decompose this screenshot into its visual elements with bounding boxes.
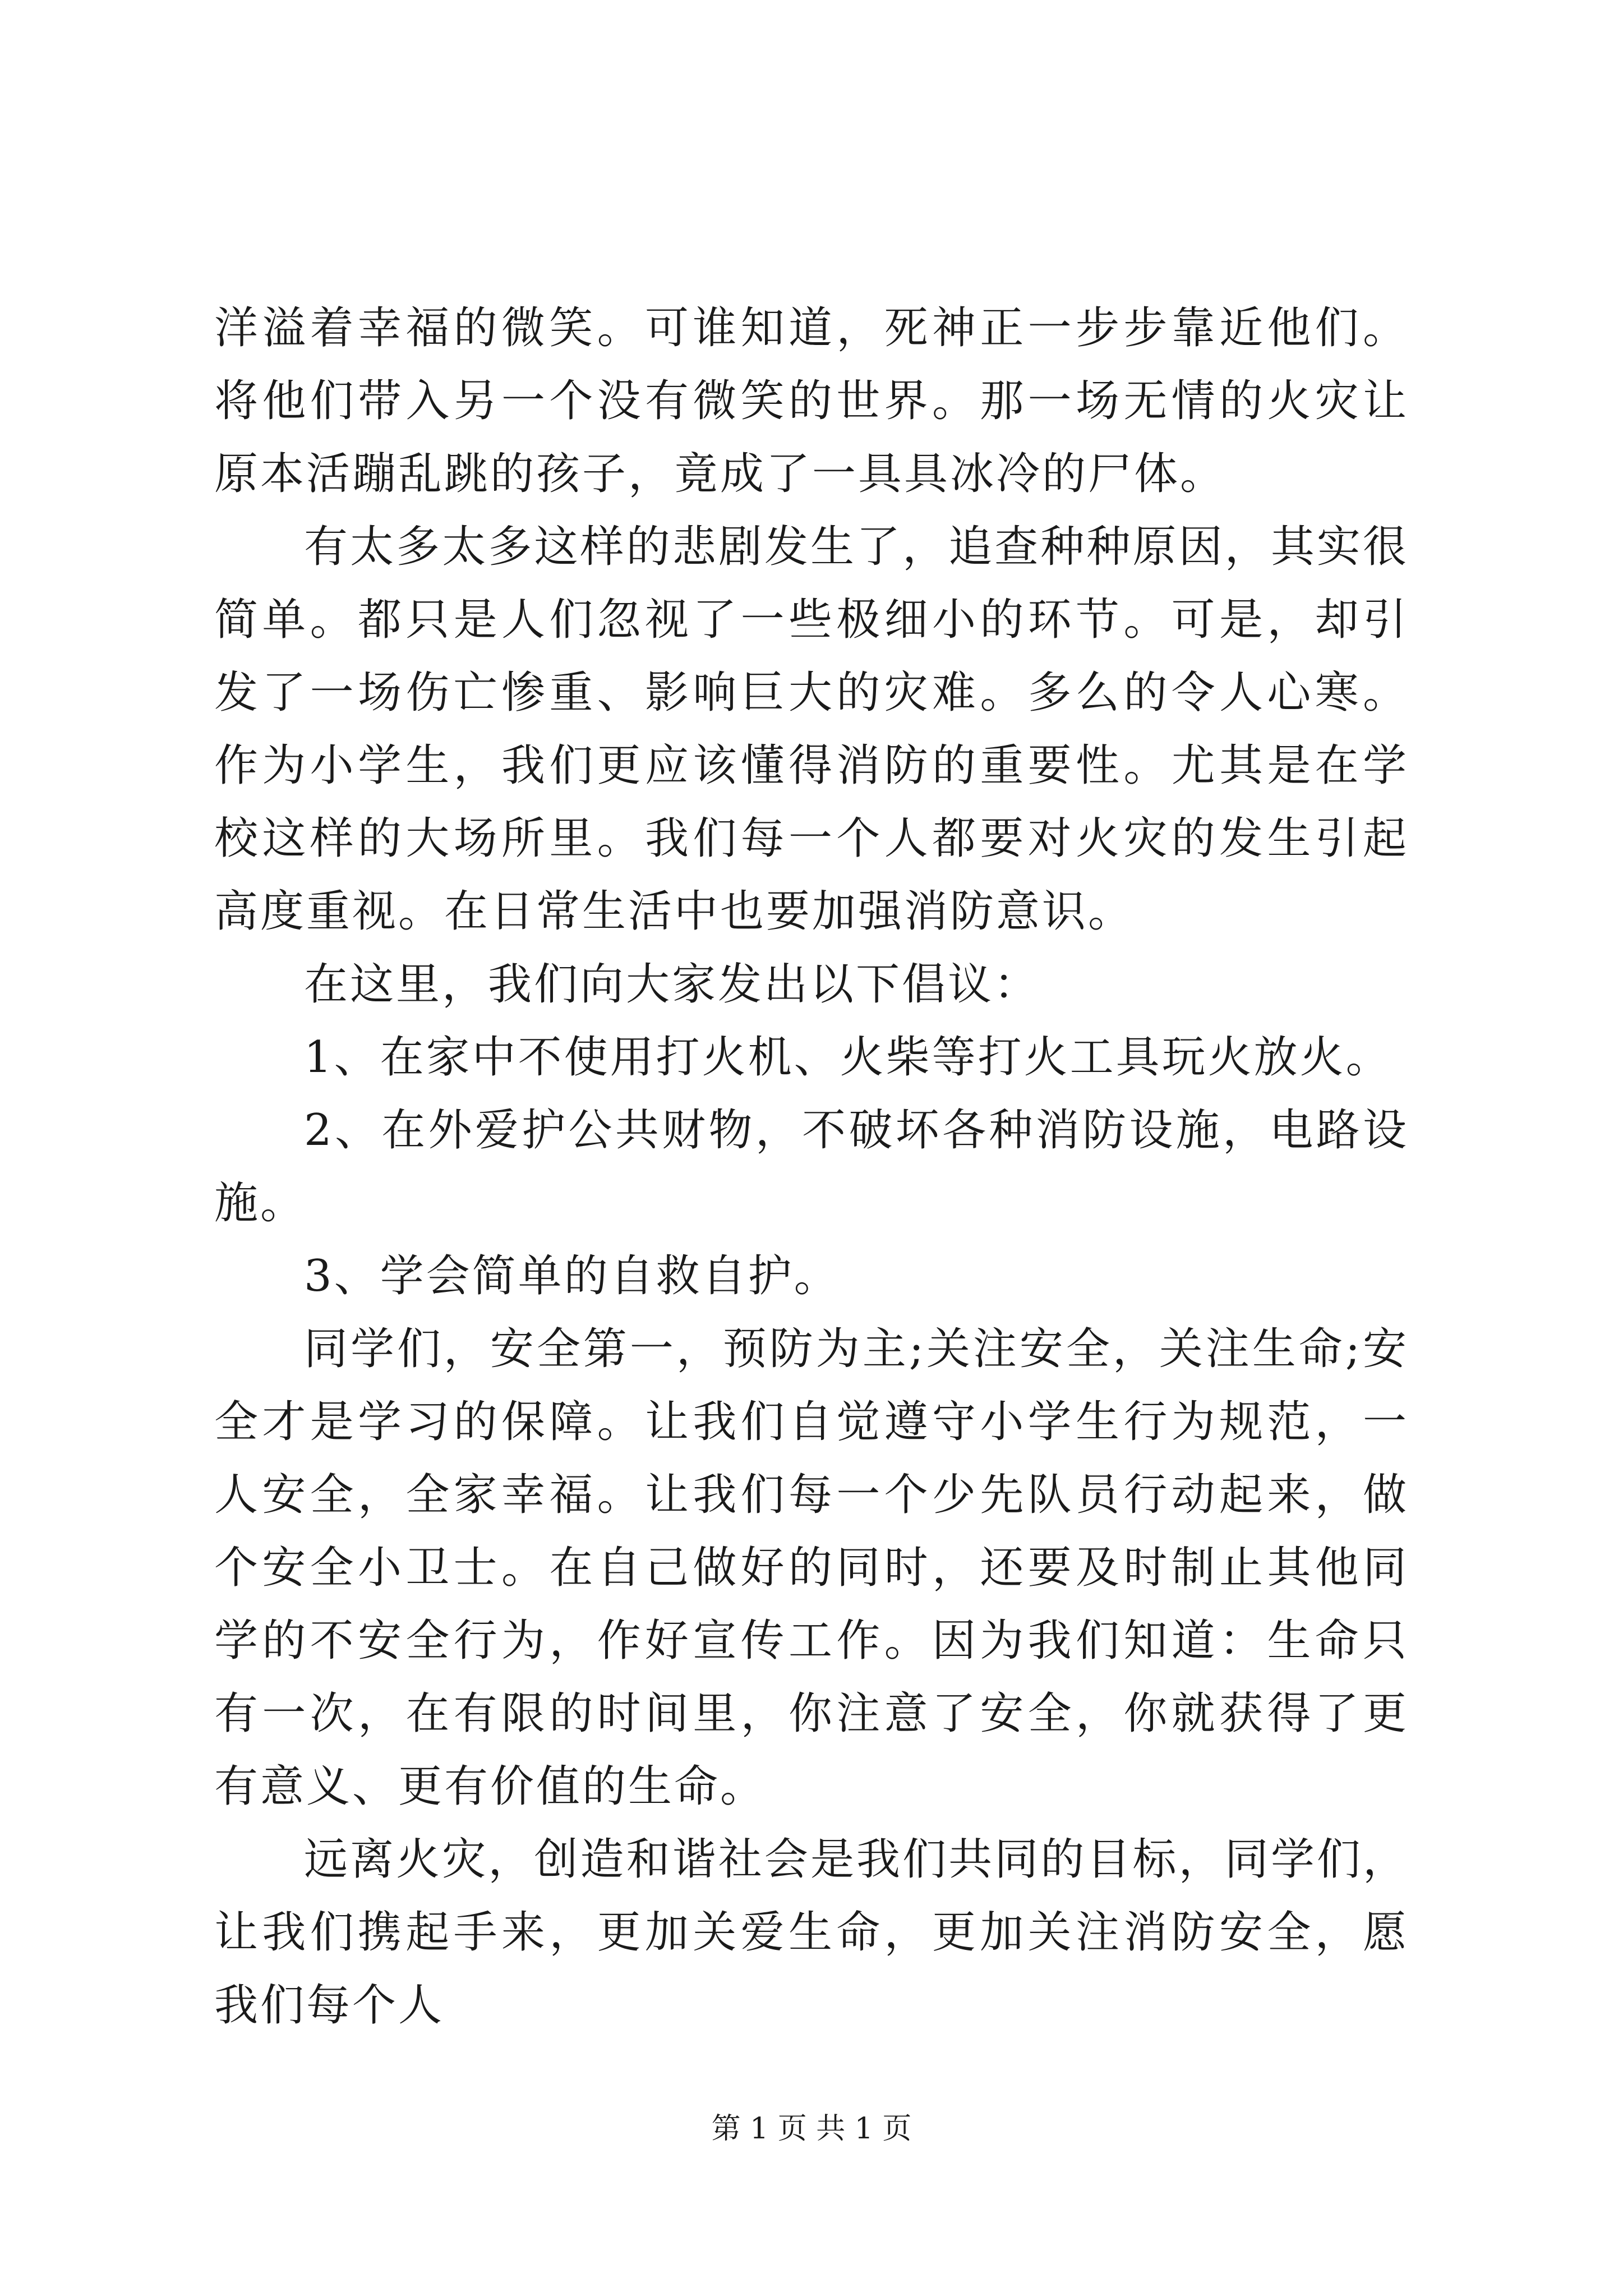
paragraph-3: 在这里，我们向大家发出以下倡议： xyxy=(304,959,1040,1010)
list-item-2: 2、在外爱护公共财物，不破坏各种消防设施，电路设施。 xyxy=(214,1105,1409,1228)
list-item-3: 3、学会简单的自救自护。 xyxy=(304,1251,840,1301)
paragraph-2: 有太多太多这样的悲剧发生了，追查种种原因，其实很简单。都只是人们忽视了一些极细小的环节。可是，却引发了一场伤亡惨重、影响巨大的灾难。多么的令人心寒。作为小学生，我们更应该懂得消防的重要性。尤其是在学校这样的大场所里。我们每一个人都要对火灾的发生引起高度重视。在日常生活中也要加强消防意识。 xyxy=(214,522,1409,937)
paragraph-4: 同学们，安全第一，预防为主;关注安全，关注生命;安全才是学习的保障。让我们自觉遵守小学生行为规范，一人安全，全家幸福。让我们每一个少先队员行动起来，做个安全小卫士。在自己做好的同时，还要及时制止其他同学的不安全行为，作好宣传工作。因为我们知道：生命只有一次，在有限的时间里，你注意了安全，你就获得了更有意义、更有价值的生命。 xyxy=(214,1324,1409,1812)
list-item-1: 1、在家中不使用打火机、火柴等打火工具玩火放火。 xyxy=(304,1032,1392,1083)
page-number-footer: 第 1 页 共 1 页 xyxy=(711,2112,912,2146)
paragraph-1: 洋溢着幸福的微笑。可谁知道，死神正一步步靠近他们。将他们带入另一个没有微笑的世界。那一场无情的火灾让原本活蹦乱跳的孩子，竟成了一具具冰冷的尸体。 xyxy=(214,303,1409,499)
paragraph-5: 远离火灾，创造和谐社会是我们共同的目标，同学们，让我们携起手来，更加关爱生命，更加关注消防安全，愿我们每个人 xyxy=(214,1834,1409,2031)
document-body xyxy=(214,292,1409,2042)
